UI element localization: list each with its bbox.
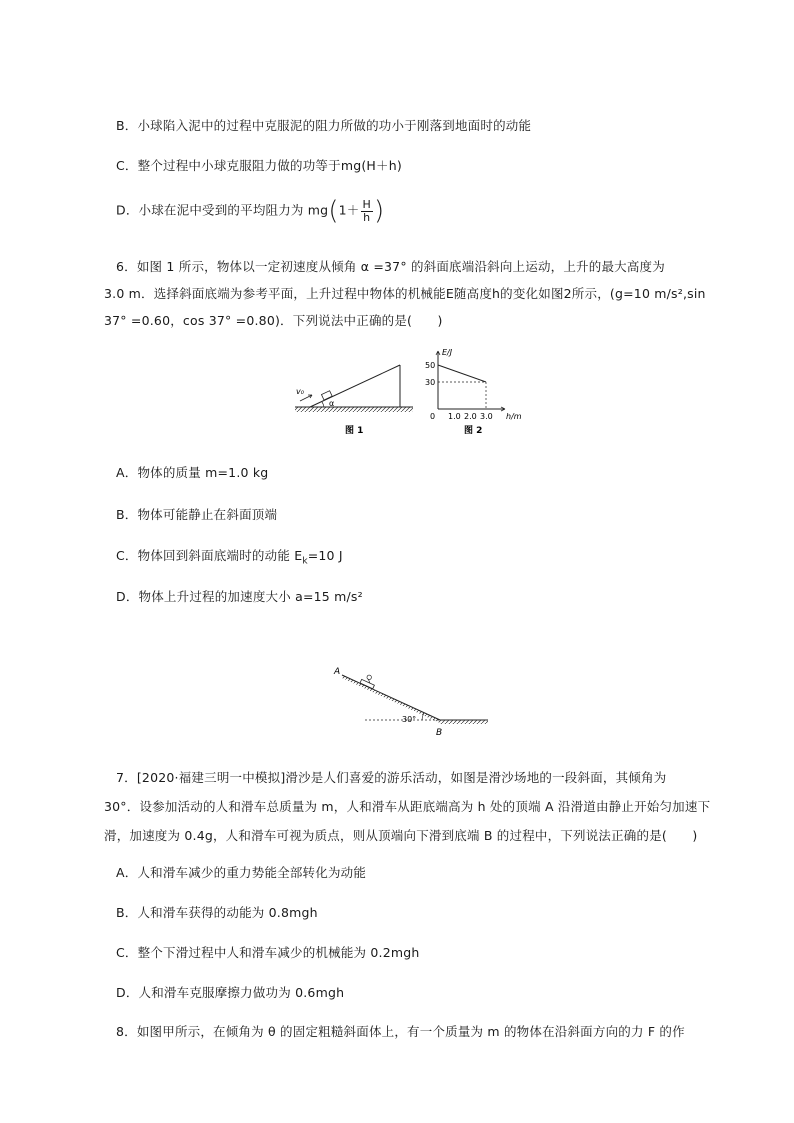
fraction-numerator: H (362, 197, 371, 211)
q6-option-c-subscript: k (302, 556, 308, 567)
q8-stem-line-1: 8．如图甲所示，在倾角为 θ 的固定粗糙斜面体上，有一个质量为 m 的物体在沿斜面方向的力 F 的作 (116, 1024, 685, 1039)
x-axis-label: h/m (506, 412, 522, 421)
energy-line (438, 365, 486, 382)
q6-option-a: A．物体的质量 m=1.0 kg (116, 465, 269, 480)
q6-stem-line-3: 37° =0.60，cos 37° =0.80)．下列说法中正确的是( ) (104, 313, 443, 328)
fraction-h-over-h (361, 199, 373, 224)
q6-option-d: D．物体上升过程的加速度大小 a=15 m/s² (116, 589, 363, 604)
q6-option-c-value: =10 J (307, 548, 343, 563)
q7-stem-line-2: 30°．设参加活动的人和滑车总质量为 m，人和滑车从距底端高为 h 处的顶端 A 沿滑道由静止开始匀加速下 (104, 799, 711, 814)
q6-stem-line-2: 3.0 m．选择斜面底端为参考平面，上升过程中物体的机械能E随高度h的变化如图2所示，(g=10 m/s²,sin (104, 286, 706, 301)
q6-option-c (116, 546, 343, 567)
y-axis-label: E/J (442, 348, 453, 357)
q5-option-d-one: 1＋ (338, 202, 360, 218)
fig1-caption: 图 1 (345, 426, 364, 436)
y-tick-50: 50 (425, 361, 436, 370)
q7-option-a: A．人和滑车减少的重力势能全部转化为动能 (116, 865, 367, 880)
q7-stem-line-1: 7．[2020·福建三明一中模拟]滑沙是人们喜爱的游乐活动，如图是滑沙场地的一段斜面，其倾角为 (116, 770, 667, 785)
q5-option-d: D．小球在泥中受到的平均阻力为 mg(1＋ $\frac{H}{h}$ ) (116, 196, 385, 226)
q5-option-b: B．小球陷入泥中的过程中克服泥的阻力所做的功小于刚落到地面时的动能 (116, 118, 532, 133)
point-a-label: A (334, 667, 341, 677)
q7-stem-line-3: 滑，加速度为 0.4g，人和滑车可视为质点，则从顶端向下滑到底端 B 的过程中，下列说法正确的是( ) (104, 828, 698, 843)
x-tick-1: 1.0 (448, 412, 461, 421)
point-b-label: B (436, 728, 443, 738)
alpha-label: α (329, 399, 335, 408)
ground-hatch (295, 407, 413, 412)
q6-option-b: B．物体可能静止在斜面顶端 (116, 507, 278, 522)
q7-figure (330, 663, 495, 743)
q7-option-b: B．人和滑车获得的动能为 0.8mgh (116, 905, 318, 920)
x-tick-3: 3.0 (480, 412, 493, 421)
x-tick-2: 2.0 (464, 412, 477, 421)
q6-figure-1 (290, 355, 420, 440)
angle-label: 30° (402, 715, 417, 724)
q6-option-c-text: C．物体回到斜面底端时的动能 E (116, 548, 303, 563)
q6-stem-line-1: 6．如图 1 所示，物体以一定初速度从倾角 α =37° 的斜面底端沿斜向上运动，上升的最大高度为 (116, 259, 665, 274)
v0-label: v₀ (296, 387, 304, 396)
y-tick-30: 30 (425, 378, 436, 387)
incline-surface (310, 365, 400, 407)
origin-label: 0 (430, 412, 436, 421)
q6-figure-2 (420, 345, 530, 440)
q5-option-c: C．整个过程中小球克服阻力做的功等于mg(H＋h) (116, 158, 402, 173)
q7-option-c: C．整个下滑过程中人和滑车减少的机械能为 0.2mgh (116, 945, 420, 960)
fraction-denominator: h (363, 210, 371, 224)
q7-option-d: D．人和滑车克服摩擦力做功为 0.6mgh (116, 985, 345, 1000)
q5-option-d-text: D．小球在泥中受到的平均阻力为 mg (116, 202, 329, 218)
fig2-caption: 图 2 (464, 426, 483, 436)
